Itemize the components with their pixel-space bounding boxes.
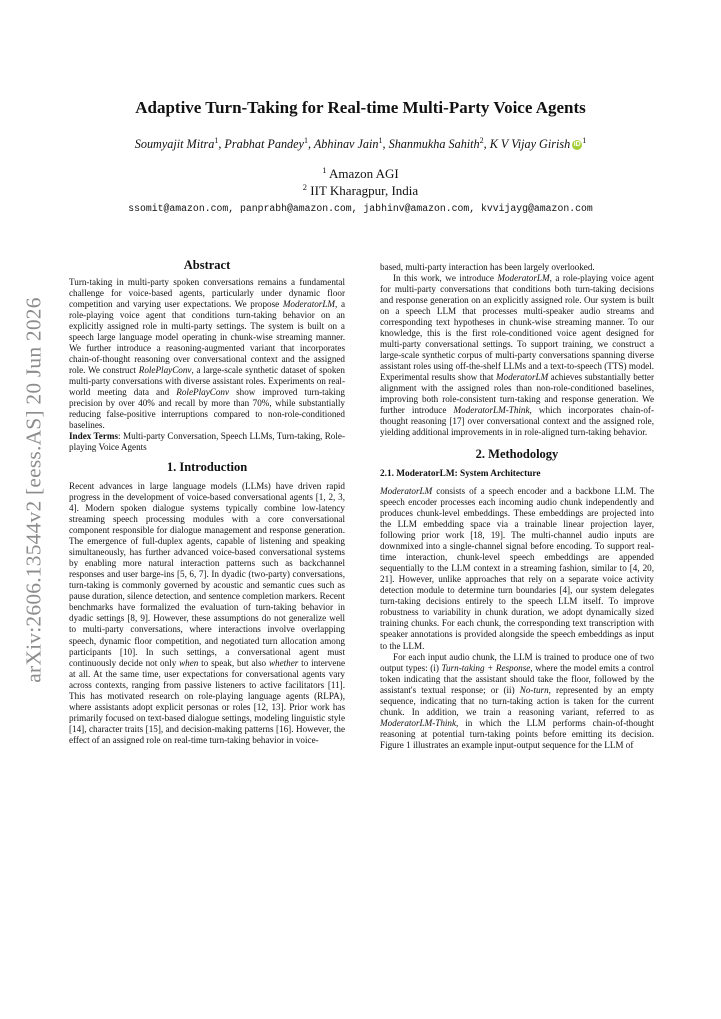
affiliation-mark: 1 (378, 136, 383, 145)
subsection-heading: 2.1. ModeratorLM: System Architecture (380, 469, 541, 480)
affiliation-number: 1 (322, 165, 327, 175)
affiliation-number: 2 (302, 182, 308, 192)
abstract-paragraph: Turn-taking in multi-party spoken conversations remains a fundamental challenge for voice-based agents, particularly under dynamic floor competition and varying user expectations. We propose ModeratorLM, a role-playing voice agent that conditions turn-taking behavior on an explicitly assigned role in multi-party settings. The system is built on a speech large language model operating in chunk-wise streaming manner. We further introduce a reasoning-augmented variant that incorporates chain-of-thought reasoning over conversational context and the assigned role. We construct RolePlayConv, a large-scale synthetic dataset of spoken multi-party conversations with diverse assistant roles. Experiments on real-world meeting data and RolePlayConv show improved turn-taking precision by over 40% and recall by more than 70%, while substantially reducing false-positive interruptions compared to non-role-conditioned baselines. (69, 277, 345, 431)
author-name: Prabhat Pandey (224, 137, 304, 151)
author-name: K V Vijay Girish (489, 137, 571, 151)
paper-title: Adaptive Turn-Taking for Real-time Multi-Party Voice Agents (135, 98, 586, 117)
abstract-heading: Abstract (183, 258, 231, 272)
right-column (380, 262, 654, 751)
index-terms: Index Terms: Multi-party Conversation, Speech LLMs, Turn-taking, Role-playing Voice Agents (69, 431, 345, 453)
author-emails: ssomit@amazon.com, panprabh@amazon.com, jabhinv@amazon.com, kvvijayg@amazon.com (128, 203, 593, 214)
affiliation-2 (100, 182, 621, 199)
affiliation-name: Amazon AGI (329, 166, 399, 181)
index-terms-label: Index Terms (69, 431, 119, 442)
author-name: Shanmukha Sahith (388, 137, 480, 151)
left-column (69, 260, 345, 746)
introduction-paragraph: In this work, we introduce ModeratorLM, a role-playing voice agent for multi-party conversations that conditions both turn-taking decisions and response generation on an explicitly assigned role. Our system is built on a speech LLM that processes multi-speaker audio streams and corresponding text hypotheses in chunk-wise streaming manner. To our knowledge, this is the first role-conditioned voice agent designed for multi-party conversational settings. To support training, we construct a large-scale synthetic corpus of multi-party conversations spanning diverse assistant roles using off-the-shelf LLMs and a text-to-speech (TTS) model. Experimental results show that ModeratorLM achieves substantially better alignment with the assigned roles than non-role-conditioned baselines, improving both role-consistent turn-taking and response generation. We further introduce ModeratorLM-Think, which incorporates chain-of-thought reasoning [17] over conversational context and the assigned role, yielding additional improvements in in role-aligned turn-taking behavior. (380, 273, 655, 438)
author-name: Soumyajit Mitra (134, 137, 215, 151)
author-list: Soumyajit Mitra$^1$, Prabhat Pandey$^1$, Abhinav Jain$^1$, Shanmukha Sahith$^2$, K V Vijay Girish iD $^1$ (134, 136, 587, 151)
introduction-continued: based, multi-party interaction has been largely overlooked. (380, 262, 595, 272)
orcid-icon[interactable]: iD (573, 141, 581, 148)
affiliation-1 (100, 165, 621, 182)
methodology-paragraph: For each input audio chunk, the LLM is trained to produce one of two output types: (i) Turn-taking + Response, where the model emits a control token indicating that the assistant should take the floor, followed by the assistant's textual response; or (ii) No-turn, represented by an empty sequence, indicating that no turn-taking action is taken for the current chunk. In addition, we train a reasoning variant, referred to as ModeratorLM-Think, in which the LLM performs chain-of-thought reasoning at potential turn-taking points before emitting its decision. Figure 1 illustrates an example input-output sequence for the LLM of (380, 651, 654, 750)
affiliation-name: IIT Kharagpur, India (310, 183, 419, 198)
arxiv-side-stamp (14, 290, 54, 690)
affiliation-mark: 1 (214, 136, 219, 145)
methodology-paragraph: ModeratorLM consists of a speech encoder and a backbone LLM. The speech encoder processes each incoming audio chunk independently and produces chunk-level embeddings. These embeddings are projected into the LLM embedding space via a trainable linear projection layer, following prior work [18, 19]. The multi-channel audio inputs are downmixed into a single-channel signal before encoding. To support real-time interaction, chunk-level speech embeddings are appended sequentially to the LLM context in a streaming fashion, similar to [4, 20, 21]. However, unlike approaches that rely on a separate voice activity detection module to determine turn boundaries [4], our system delegates turn-taking decisions entirely to the speech LLM itself. To improve robustness to variability in chunk duration, we adopt dynamically sized training chunks. For each chunk, the corresponding text transcription with speaker annotations is provided alongside the speech embeddings as input to the LLM. (380, 486, 654, 651)
introduction-paragraph: Recent advances in large language models (LLMs) have driven rapid progress in the development of voice-based conversational agents [1, 2, 3, 4]. Modern spoken dialogue systems typically combine low-latency streaming speech processing modules with a core conversational component responsible for dialogue management and response generation. The emergence of full-duplex agents, capable of listening and speaking simultaneously, has further advanced voice-based conversational systems by enabling more natural interaction patterns such as backchannel responses and user barge-ins [5, 6, 7]. In dyadic (two-party) conversations, turn-taking is commonly governed by acoustic and semantic cues such as pause duration, silence detection, and sentence completion markers. Recent benchmarks have formalized the evaluation of turn-taking behavior in dyadic settings [8, 9]. However, these assumptions do not generalize well to multi-party conversations, where interactions involve overlapping speech, dynamic floor competition, and negotiated turn allocation among participants [10]. In such settings, a conversational agent must continuously decide not only when to speak, but also whether to intervene at all. At the same time, user expectations for conversational agents vary across contexts, ranging from passive listeners to active facilitators [11]. This has motivated research on role-playing language agents (RLPA), where assistants adopt explicit personas or roles [12, 13]. Prior work has primarily focused on text-based dialogue settings, modeling linguistic style [14], character traits [15], and decision-making patterns [16]. However, the effect of an assigned role on real-time turn-taking behavior in voice- (69, 481, 346, 745)
arxiv-identifier[interactable]: arXiv:2606.13544v2 [eess.AS] 20 Jun 2026 (21, 297, 46, 683)
affiliation-mark: 1 (303, 136, 308, 145)
author-name: Abhinav Jain (313, 137, 379, 151)
affiliation-mark: 2 (479, 136, 484, 145)
methodology-heading: 2. Methodology (475, 447, 559, 462)
affiliation-mark: 1 (582, 136, 587, 145)
introduction-heading: 1. Introduction (166, 460, 248, 475)
